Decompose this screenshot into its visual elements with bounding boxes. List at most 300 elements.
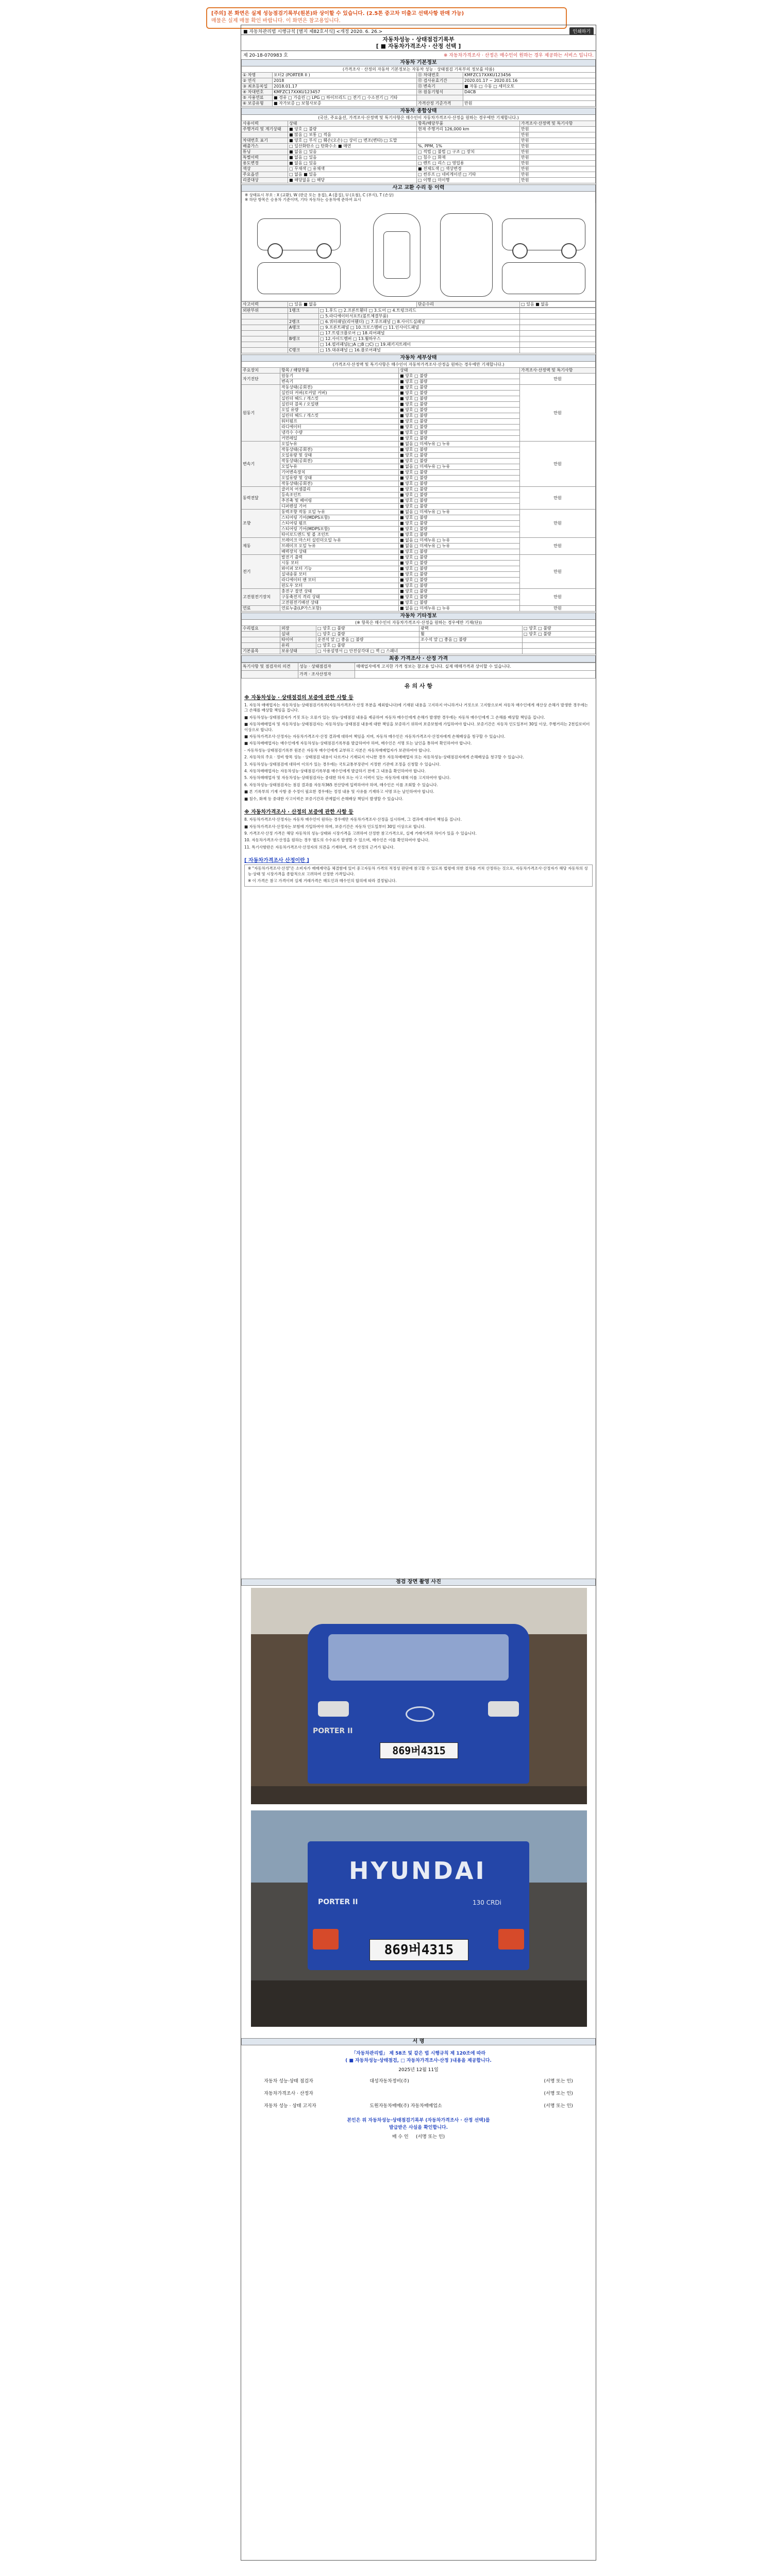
sign-slot: (서명 또는 인) (544, 2091, 573, 2096)
detail-price: 만원 (520, 487, 596, 510)
price-definition-heading: [ 자동차가격조사 산정이란 ] (244, 858, 309, 864)
detail-status: ■ 양호 □ 불량 (399, 583, 520, 589)
extra-info-cell: 휠 (419, 632, 523, 637)
extra-info-cell (523, 637, 596, 643)
detail-item: 워터펌프 (280, 419, 399, 425)
basic-info-value: D4CB (463, 90, 596, 95)
signature-section (241, 2050, 596, 2141)
detail-status: ■ 양호 □ 불량 (399, 532, 520, 538)
state-cell: 만원 (520, 172, 596, 178)
panel-rank-parts: □ 9.프론트패널 □ 10.크로스멤버 □ 11.인사이드패널 (319, 325, 520, 331)
state-cell: 만원 (520, 166, 596, 172)
detail-item: 디퍼렌셜 기어 (280, 504, 399, 510)
basic-info-label: ⑭ 원동기형식 (417, 90, 463, 95)
buyer-sign: (서명 또는 인) (415, 2134, 445, 2140)
caution-paragraph: 2. 자동차의 주요 · 정비 항목 성능 · 상태점검 내용이 다르거나 기재되지 아니한 경우 자동차매매업자 또는 자동차성능·상태점검자에게 손해배상을 청구할 수 있습니다. (244, 755, 524, 760)
detail-item: 스티어링 펌프 (280, 521, 399, 527)
extra-info-cell: 보유상태 (280, 649, 316, 654)
detail-status: ■ 양호 □ 불량 (399, 572, 520, 578)
signature-row (263, 2087, 573, 2098)
extra-info-cell: 수리필요 (242, 626, 280, 632)
detail-item: 동력조향 작동 오일 누유 (280, 510, 399, 515)
state-cell: 색상 (242, 166, 288, 172)
detail-group-name: 전기 (242, 555, 280, 589)
state-cell: 특별이력 (242, 155, 288, 161)
panel-rank-row (242, 314, 596, 319)
overall-state-bar: 자동차 종합상태 (241, 108, 596, 115)
extra-info-cell: 조수석 앞 □ 좋음 □ 불량 (419, 637, 523, 643)
basic-info-value (463, 95, 596, 101)
sign-slot: (서명 또는 인) (544, 2078, 573, 2084)
detail-status: ■ 양호 □ 불량 (399, 493, 520, 498)
extra-info-cell: □ 양호 □ 불량 (523, 626, 596, 632)
extra-info-cell (242, 632, 280, 637)
caution-paragraph: 3. 자동차성능·상태점검에 대하여 이의가 있는 경우에는 국토교통부장관이 지정한 기관에 조정을 신청할 수 있습니다. (244, 761, 441, 767)
detail-status: ■ 양호 □ 불량 (399, 600, 520, 606)
state-row (242, 144, 596, 149)
detail-status: ■ 양호 □ 불량 (399, 430, 520, 436)
warranty-heading: ※ 자동차성능 · 상태점검의 보증에 관한 사항 등 (244, 695, 354, 701)
signature-intro-1: 「자동차관리법」 제 58조 및 같은 법 시행규칙 제 120조에 따라 (351, 2051, 486, 2056)
detail-status: ■ 양호 □ 불량 (399, 447, 520, 453)
windshield (328, 1634, 509, 1681)
taillight-left (313, 1929, 339, 1950)
inspection-record (241, 25, 596, 2561)
doc-title: 자동차성능 · 상태점검기록부 (382, 36, 455, 43)
special-notes-cell (355, 671, 596, 679)
detail-group-name: 변속기 (242, 442, 280, 487)
signer-name (369, 2087, 513, 2098)
state-column-header: 항목/해당부품 (417, 121, 520, 127)
car-diagram (241, 203, 596, 301)
extra-info-cell: □ 양호 □ 불량 (316, 626, 419, 632)
state-cell: 만원 (520, 132, 596, 138)
cautions-title: 유 의 사 항 (405, 683, 432, 689)
detail-price: 만원 (520, 606, 596, 612)
caution-paragraph: 10. 자동차가격조사·산정을 원하는 경우 별도의 수수료가 발생할 수 있으며, 매수인은 이를 확인하여야 합니다. (244, 838, 430, 843)
basic-info-label: 가격산정 기준가격 (417, 101, 463, 107)
detail-row (242, 385, 596, 391)
porter-badge: PORTER II (313, 1727, 353, 1735)
accident-cell: □ 있음 ■ 없음 (288, 302, 417, 308)
accident-cell: 단순수리 (417, 302, 520, 308)
basic-info-value: 2018 (273, 78, 417, 84)
panel-rank-note (520, 319, 596, 325)
extra-info-cell: 기본품목 (242, 649, 280, 654)
detail-status: ■ 양호 □ 불량 (399, 578, 520, 583)
detail-status: ■ 양호 □ 불량 (399, 504, 520, 510)
detail-price: 만원 (520, 555, 596, 589)
state-cell: 주요옵션 (242, 172, 288, 178)
accident-cell: 사고이력 (242, 302, 288, 308)
detail-item: 윈도우 모터 (280, 583, 399, 589)
detail-status: ■ 양호 □ 불량 (399, 566, 520, 572)
panel-rank-label (288, 314, 319, 319)
price-warranty-paragraphs (241, 816, 596, 853)
state-cell: ■ 많음 □ 보통 □ 적음 (288, 132, 417, 138)
basic-info-value: ■ 자가보증 □ 보험사보증 (273, 101, 417, 107)
car-side-rear-diagram (502, 262, 585, 294)
detail-item: 기어변속장치 (280, 470, 399, 476)
state-row (242, 132, 596, 138)
state-cell (417, 132, 520, 138)
detail-row (242, 510, 596, 515)
panel-rank-parts: □ 17.트렁크플로어 □ 18.리어패널 (319, 331, 520, 336)
print-button[interactable]: 인쇄하기 (569, 27, 594, 35)
basic-info-row (242, 101, 596, 107)
detail-item: 등속조인트 (280, 493, 399, 498)
hyundai-wordmark: HYUNDAI (349, 1857, 486, 1885)
car-side-bottom-diagram (257, 262, 341, 294)
signature-date: 2025년 12월 11일 (398, 2067, 439, 2073)
signer-role: 자동차가격조사 · 산정자 (264, 2091, 313, 2096)
detail-status: ■ 양호 □ 불량 (399, 391, 520, 396)
accident-cell: □ 있음 ■ 없음 (520, 302, 596, 308)
state-cell: %, PPM, 1% (417, 144, 520, 149)
extra-info-cell: 실내 (280, 632, 316, 637)
caution-paragraph: 5. 자동차매매업자 및 자동차성능·상태점검자는 중대한 하자 또는 사고 이력이 있는 자동차에 대해 이를 고지하여야 합니다. (244, 775, 451, 781)
detail-item: 원동기 (280, 374, 399, 379)
special-notes-cell: 특기사항 및 점검자의 의견 (242, 663, 298, 671)
state-cell: ■ 양호 □ 부식 □ 훼손(오손) □ 상이 □ 변조(변타) □ 도말 (288, 138, 417, 144)
basic-info-label: ⑪ 차대번호 (417, 73, 463, 78)
detail-group-name: 원동기 (242, 385, 280, 442)
extra-info-cell (242, 643, 280, 649)
detail-status: ■ 양호 □ 불량 (399, 476, 520, 481)
panel-rank-note (520, 325, 596, 331)
detail-status: ■ 없음 □ 미세누유 □ 누유 (399, 442, 520, 447)
caution-paragraph: 1. 자동차 매매업자는 자동차성능·상태점검기록부(자동차가격조사·산정 부분을 제외합니다)에 기재된 내용을 고지하지 아니하거나 거짓으로 고지함으로써 자동차 매수인에게 재산상 손해가 발생한 경우에는 그 손해를 배상할 책임을 집니다. (244, 703, 588, 713)
state-cell: 배출가스 (242, 144, 288, 149)
special-notes-cell: 가격 · 조사산정자 (298, 671, 355, 679)
basic-info-label: ③ 최초등록일 (242, 84, 273, 90)
detail-item: 고전원전기배선 상태 (280, 600, 399, 606)
panel-rank-note (520, 308, 596, 314)
state-row (242, 155, 596, 161)
state-cell: 리콜대상 (242, 178, 288, 183)
panel-rank-row (242, 325, 596, 331)
signer-name: 도원자동차매매(주) 자동차매매업소 (369, 2103, 442, 2109)
detail-item: 타이로드엔드 및 볼 조인트 (280, 532, 399, 538)
detail-status: ■ 양호 □ 불량 (399, 396, 520, 402)
detail-item: 실내송풍 모터 (280, 572, 399, 578)
panel-rank-note (520, 342, 596, 348)
basic-info-label (417, 95, 463, 101)
basic-info-value: 2020.01.17 ~ 2020.01.16 (463, 78, 596, 84)
state-cell: 만원 (520, 144, 596, 149)
state-cell: 주행거리 및 계기상태 (242, 127, 288, 132)
detail-group-name: 자기진단 (242, 374, 280, 385)
detail-status: ■ 양호 □ 불량 (399, 385, 520, 391)
extra-info-row (242, 632, 596, 637)
hyundai-logo-icon (406, 1706, 434, 1722)
state-cell: □ 적법 □ 불법 □ 구조 □ 장치 (417, 149, 520, 155)
state-cell: 만원 (520, 138, 596, 144)
extra-info-row (242, 637, 596, 643)
wheel-icon (267, 243, 283, 259)
detail-item: 커먼레일 (280, 436, 399, 442)
detail-status: ■ 양호 □ 불량 (399, 374, 520, 379)
detail-item: 시동 모터 (280, 561, 399, 566)
panel-rank-row (242, 336, 596, 342)
detail-status: ■ 양호 □ 불량 (399, 402, 520, 408)
detail-column-header: 상태 (399, 368, 520, 374)
caution-paragraph: ■ 자동차매매업자는 매수인에게 자동차성능·상태점검기록부를 발급하여야 하며, 매수인은 서명 또는 날인을 통하여 확인하여야 합니다. (244, 741, 472, 746)
state-row (242, 166, 596, 172)
taillight-right (498, 1929, 524, 1950)
basic-info-row (242, 95, 596, 101)
detail-status: ■ 양호 □ 불량 (399, 521, 520, 527)
signer-role: 자동차 성능·상태 점검자 (264, 2078, 313, 2084)
caution-paragraph: ※ 이 가격은 참고 가격이며 실제 거래가격은 매도인과 매수인의 합의에 따라 결정됩니다. (248, 878, 397, 883)
car-frame-diagram (440, 213, 493, 297)
detail-item: 배력장치 상태 (280, 549, 399, 555)
detail-state-table (241, 367, 596, 612)
caution-paragraph: ■ 침수, 화재 등 중대한 사고이력은 보증기간과 관계없이 손해배상 책임이 발생할 수 있습니다. (244, 796, 404, 801)
detail-group-name: 연료 (242, 606, 280, 612)
detail-item: 브레이크 오일 누유 (280, 544, 399, 549)
detail-item: 실린더 헤드 / 개스킷 (280, 396, 399, 402)
extra-info-cell (419, 649, 523, 654)
detail-status: ■ 양호 □ 불량 (399, 515, 520, 521)
state-row (242, 178, 596, 183)
extra-info-cell: 광택 (419, 626, 523, 632)
extra-info-cell (242, 637, 280, 643)
doc-subtitle: [ ■ 자동차가격조사 · 산정 선택 ] (376, 43, 461, 49)
detail-item: 스티어링 기어(MDPS포함) (280, 527, 399, 532)
overall-state-note: (국산, 주요옵션, 가격조사·산정액 및 특기사항은 매수인이 자동차가격조사·산정을 원하는 경우에만 기재합니다.) (241, 115, 596, 121)
detail-column-header: 주요장치 (242, 368, 280, 374)
headlight-left (318, 1701, 349, 1717)
extra-info-cell: 외장 (280, 626, 316, 632)
detail-group-name: 동력전달 (242, 487, 280, 510)
panel-rank-label: A랭크 (288, 325, 319, 331)
panel-rank-parts: □ 14.필러패널(□A □B □C) □ 19.패키지트레이 (319, 342, 520, 348)
detail-price: 만원 (520, 510, 596, 538)
basic-info-row (242, 90, 596, 95)
panel-rank-group (242, 319, 288, 325)
extra-info-cell (523, 649, 596, 654)
panel-rank-row (242, 342, 596, 348)
basic-info-value: KMFZC17XXKU123456 (463, 73, 596, 78)
wheel-icon (512, 243, 528, 259)
price-definition-paragraphs (244, 865, 593, 887)
basic-info-value: KMFZC17XXKU123457 (273, 90, 417, 95)
license-plate-rear: 869버4315 (369, 1939, 468, 1961)
extra-info-cell: □ 양호 □ 불량 (316, 632, 419, 637)
caution-paragraph: 9. 가격조사·산정 가격은 해당 자동차의 성능·상태와 시장가격을 고려하여 산정한 참고가격으로, 실제 거래가격과 차이가 있을 수 있습니다. (244, 831, 477, 836)
extra-info-table (241, 625, 596, 654)
special-notes-cell (242, 671, 298, 679)
detail-item: 작동상태(공회전) (280, 447, 399, 453)
basic-info-value: ■ 자동 □ 수동 □ 세미오토 (463, 84, 596, 90)
detail-column-header: 가격조사·산정액 및 특기사항 (520, 368, 596, 374)
detail-item: 구동축전지 격리 상태 (280, 595, 399, 600)
basic-info-value: 포터2 (PORTER II ) (273, 73, 417, 78)
panel-rank-label: B랭크 (288, 336, 319, 342)
state-column-header: 가격조사·산정액 및 특기사항 (520, 121, 596, 127)
state-cell: □ 이행 □ 미이행 (417, 178, 520, 183)
wheel-icon (316, 243, 332, 259)
panel-rank-note (520, 314, 596, 319)
inspection-photo-front (251, 1588, 587, 1804)
symbol-legend: ※ 상태표시 부호 : X (교환), W (판금 또는 용접), A (흠집), U (요철), C (부식), T (손상) (245, 193, 394, 197)
detail-item: 냉각수 수량 (280, 430, 399, 436)
panel-rank-row (242, 319, 596, 325)
basic-info-label: ⑥ 보증유형 (242, 101, 273, 107)
detail-group-name: 조향 (242, 510, 280, 538)
caution-paragraph: - 자동차성능·상태점검기록부 원본은 자동차 매수인에게 교부하고 사본은 자동차매매업자가 보관하여야 합니다. (244, 748, 431, 753)
caution-paragraph: ■ 자동차가격조사·산정자는 보험에 가입하여야 하며, 보증기간은 자동차 인도일부터 30일 이상으로 합니다. (244, 824, 426, 829)
panel-rank-note (520, 336, 596, 342)
detail-column-header: 항목 / 해당부품 (280, 368, 399, 374)
detail-item: 작동상태(공회전) (280, 481, 399, 487)
caution-paragraph: ■ 자동차가격조사·산정자는 자동차가격조사·산정 결과에 대하여 책임을 지며, 자동차 매수인은 자동차가격조사·산정자에게 손해배상을 청구할 수 있습니다. (244, 734, 506, 739)
extra-info-row (242, 643, 596, 649)
state-row (242, 172, 596, 178)
state-cell: 현재 주행거리 126,000 km (417, 127, 520, 132)
detail-status: ■ 양호 □ 불량 (399, 436, 520, 442)
state-cell (417, 138, 520, 144)
detail-status: ■ 양호 □ 불량 (399, 408, 520, 413)
detail-group-name: 제동 (242, 538, 280, 555)
state-cell: 용도변경 (242, 161, 288, 166)
detail-item: 와이퍼 모터 기능 (280, 566, 399, 572)
car-roof-diagram (383, 231, 410, 279)
detail-row (242, 442, 596, 447)
detail-status: ■ 양호 □ 불량 (399, 413, 520, 419)
detail-status: ■ 양호 □ 불량 (399, 459, 520, 464)
detail-status: ■ 양호 □ 불량 (399, 595, 520, 600)
detail-item: 클러치 어셈블리 (280, 487, 399, 493)
detail-row (242, 606, 596, 612)
extra-info-bar: 자동차 기타정보 (241, 613, 596, 620)
state-cell: 만원 (520, 178, 596, 183)
inspection-pit (251, 1786, 587, 1804)
panel-rank-group (242, 331, 288, 336)
signature-row (263, 2075, 573, 2086)
extra-info-cell: 유리 (280, 643, 316, 649)
signature-intro-2: ( ■ 자동차성능·상태점검, □ 자동차가격조사·산정 )내용을 제공합니다. (345, 2058, 492, 2063)
panel-rank-label: 2랭크 (288, 319, 319, 325)
extra-info-row (242, 626, 596, 632)
overall-state-table (241, 121, 596, 183)
basic-info-table (241, 72, 596, 107)
panel-rank-group (242, 348, 288, 353)
basic-info-label: ④ 차대번호 (242, 90, 273, 95)
signer-role: 자동차 성능 · 상태 고지자 (264, 2103, 316, 2109)
detail-item: 라디에이터 (280, 425, 399, 430)
detail-item: 연료누출(LP가스포함) (280, 606, 399, 612)
panel-rank-parts: □ 5.라디에이터서포트(볼트체결부품) (319, 314, 520, 319)
detail-status: ■ 양호 □ 불량 (399, 419, 520, 425)
detail-item: 오일누유 (280, 464, 399, 470)
doc-header (241, 27, 596, 35)
panel-rank-row (242, 331, 596, 336)
photo-section-bar: 점검 장면 촬영 사진 (241, 1579, 596, 1586)
panel-rank-note (520, 348, 596, 353)
state-row (242, 138, 596, 144)
caution-paragraph: 6. 자동차성능·상태점검자는 점검 결과를 자동차365 전산망에 입력하여야 하며, 매수인은 이를 조회할 수 있습니다. (244, 782, 439, 787)
notice-line2: 매물은 실제 매물 확인 바랍니다. 이 화면은 참고용입니다. (211, 18, 341, 24)
signature-bar: 서 명 (241, 2038, 596, 2045)
detail-item: 오일유량 및 상태 (280, 476, 399, 481)
detail-item: 작동상태(공회전) (280, 385, 399, 391)
basic-info-row (242, 73, 596, 78)
signer-name: 대성자동차정비(주) (369, 2078, 409, 2084)
state-cell: 만원 (520, 155, 596, 161)
state-cell: □ 썬루프 □ 네비게이션 □ 기타 (417, 172, 520, 178)
cert-line (241, 51, 596, 58)
extra-info-cell: □ 양호 □ 불량 (523, 632, 596, 637)
panel-rank-label (288, 342, 319, 348)
headlight-right (488, 1701, 519, 1717)
porter-badge-rear: PORTER II (318, 1898, 358, 1906)
warranty-paragraphs (241, 702, 596, 804)
detail-item: 스티어링 기어(MDPS포함) (280, 515, 399, 521)
special-notes-row (242, 671, 596, 679)
extra-info-cell: □ 양호 □ 불량 (316, 643, 419, 649)
detail-state-bar: 자동차 세부상태 (241, 354, 596, 362)
state-row (242, 149, 596, 155)
detail-item: 실린더 커버(로커암 커버) (280, 391, 399, 396)
symbol-legend-2: ※ 하단 항목은 승용차 기준이며, 기타 자동차는 승용차에 준하여 표시 (245, 197, 361, 202)
detail-status: ■ 양호 □ 불량 (399, 425, 520, 430)
panel-rank-label (288, 331, 319, 336)
panel-rank-group (242, 342, 288, 348)
detail-item: 실린더 블록 / 오일팬 (280, 402, 399, 408)
detail-item: 작동상태(공회전) (280, 459, 399, 464)
panel-rank-parts: □ 1.후드 □ 2.프론트휀더 □ 3.도어 □ 4.트렁크리드 (319, 308, 520, 314)
extra-info-cell (419, 643, 523, 649)
truck-front (308, 1624, 529, 1784)
detail-status: ■ 양호 □ 불량 (399, 555, 520, 561)
detail-status: ■ 양호 □ 불량 (399, 481, 520, 487)
state-cell: 차대번호 표기 (242, 138, 288, 144)
license-plate-front: 869버4315 (380, 1742, 458, 1759)
price-warranty-heading: ※ 자동차가격조사 · 산정의 보증에 관한 사항 등 (244, 809, 354, 816)
state-row (242, 161, 596, 166)
detail-item: 오일유량 및 상태 (280, 453, 399, 459)
detail-status: ■ 양호 □ 불량 (399, 527, 520, 532)
detail-price: 만원 (520, 442, 596, 487)
panel-rank-parts: □ 6.쿼터패널(리어휀더) □ 7.루프패널 □ 8.사이드실패널 (319, 319, 520, 325)
state-cell: ■ 양호 □ 불량 (288, 127, 417, 132)
detail-item: 브레이크 마스터 실린더오일 누유 (280, 538, 399, 544)
inspection-photo-rear (251, 1810, 587, 2027)
basic-info-label: ② 연식 (242, 78, 273, 84)
basic-info-label: ⑬ 변속기 (417, 84, 463, 90)
special-notes-table (241, 663, 596, 679)
panel-rank-note (520, 331, 596, 336)
signature-row (263, 2099, 573, 2111)
state-cell (242, 132, 288, 138)
state-cell: ■ 없음 □ 있음 (288, 161, 417, 166)
sign-slot: (서명 또는 인) (544, 2103, 573, 2109)
caution-paragraph: ■ 자동차매매업자 및 자동차성능·상태점검자는 자동차성능·상태점검 내용에 대한 책임을 보증하기 위하여 보증보험에 가입하여야 합니다. 보증기간은 자동차 인도일부터 30일 이상, 주행거리는 2천킬로미터 이상으로 합니다. (244, 722, 590, 732)
detail-item: 실린더 헤드 / 개스킷 (280, 413, 399, 419)
panel-rank-table (241, 308, 596, 353)
repair-history-bar: 사고 교환 수리 등 이력 (241, 184, 596, 192)
detail-status: ■ 양호 □ 불량 (399, 379, 520, 385)
crdi-badge: 130 CRDi (473, 1899, 502, 1906)
wheel-icon (561, 243, 577, 259)
state-cell: □ 침수 □ 화재 (417, 155, 520, 161)
caution-paragraph: 4. 자동차매매업자는 자동차성능·상태점검기록부를 매수인에게 발급하기 전에 그 내용을 확인하여야 합니다. (244, 769, 426, 774)
form-reference: ■ 자동차관리법 시행규칙 [별지 제82호서식] <개정 2020. 6. 26.> (243, 29, 383, 35)
detail-status: ■ 없음 □ 미세누유 □ 누유 (399, 544, 520, 549)
buyer-line (241, 2133, 596, 2141)
